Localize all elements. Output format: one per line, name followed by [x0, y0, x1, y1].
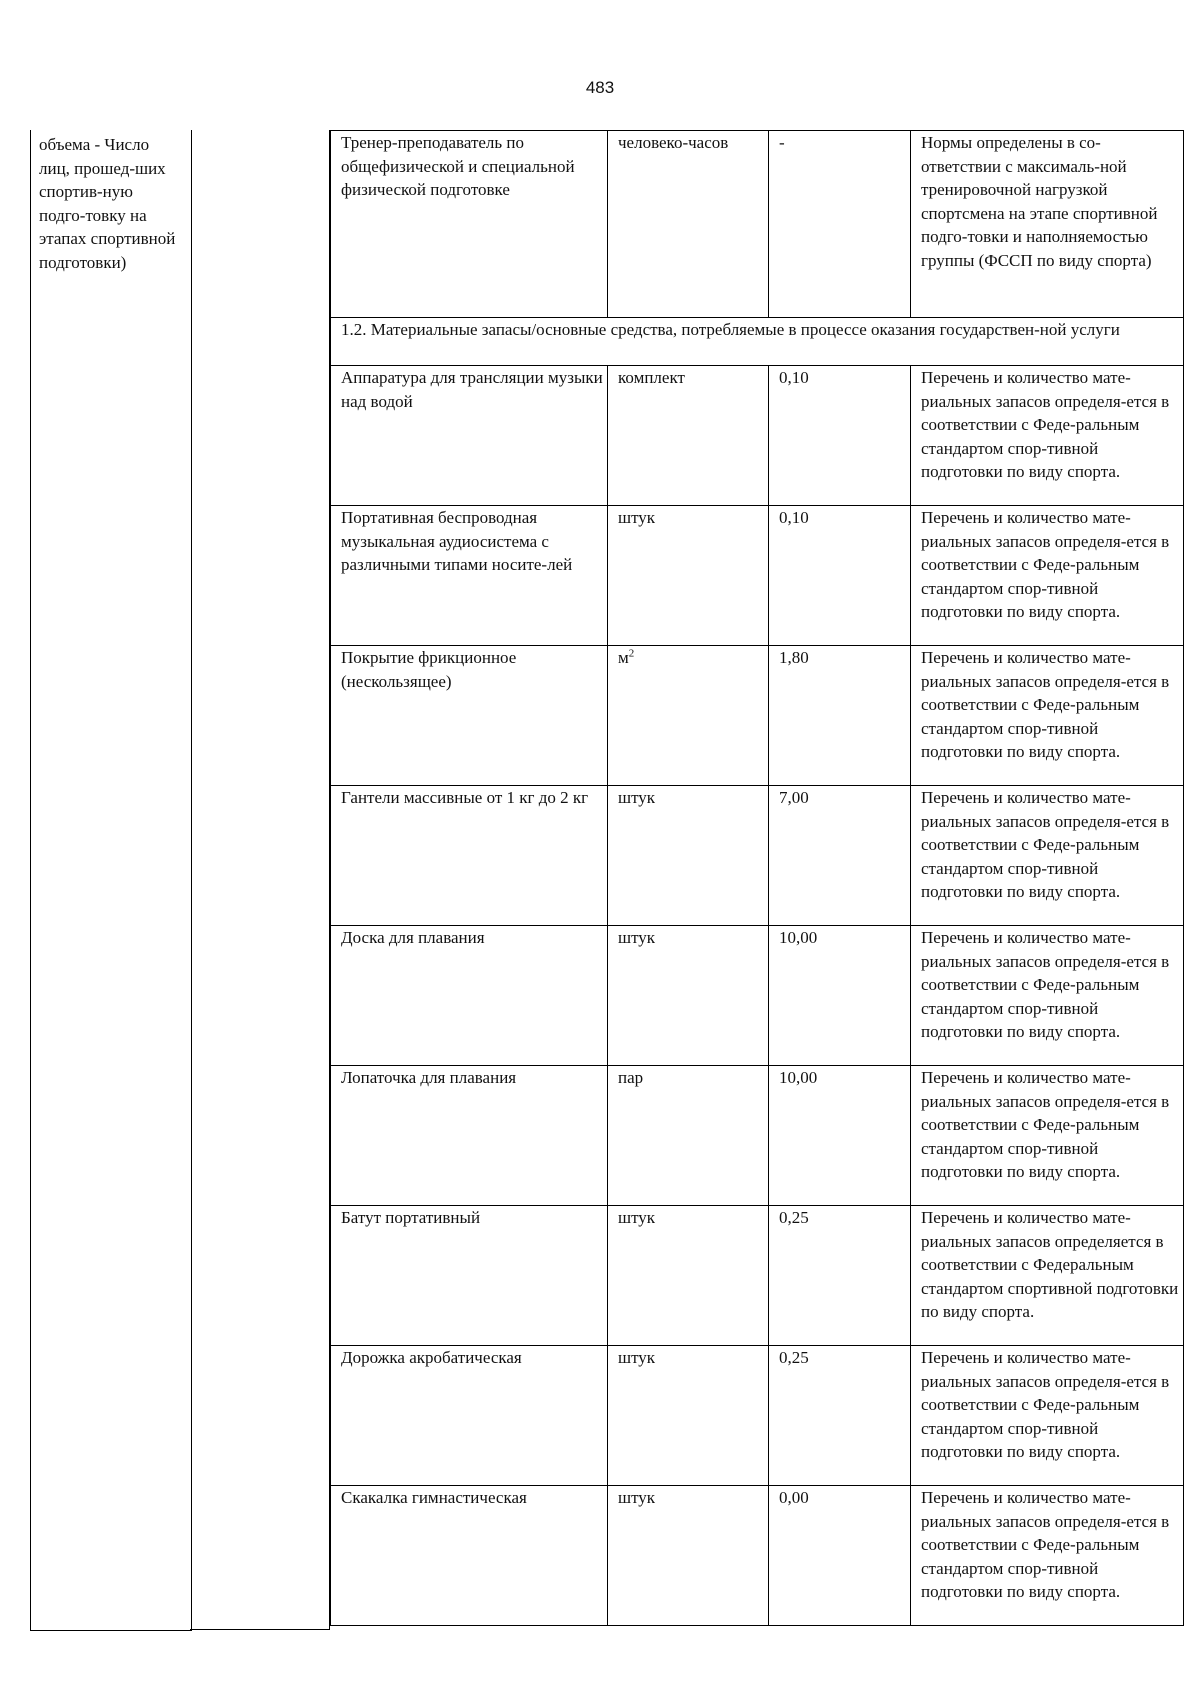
resource-unit: штук	[608, 1346, 769, 1486]
left-column	[30, 130, 192, 1631]
resource-name: Гантели массивные от 1 кг до 2 кг	[331, 786, 608, 926]
resource-note: Перечень и количество мате-риальных запасов определя-ется в соответствии с Феде-ральным стандартом спор-тивной подготовки по виду спорта.	[911, 1346, 1184, 1486]
resource-unit: штук	[608, 786, 769, 926]
table-row	[331, 131, 1184, 318]
unit-superscript: 2	[628, 647, 635, 660]
resource-value: 0,10	[769, 506, 911, 646]
table-row	[331, 1066, 1184, 1206]
resource-note: Перечень и количество мате-риальных запасов определя-ется в соответствии с Феде-ральным стандартом спор-тивной подготовки по виду спорта.	[911, 506, 1184, 646]
resource-unit: пар	[608, 1066, 769, 1206]
middle-column	[190, 130, 330, 1630]
resource-name: Аппаратура для трансляции музыки над водой	[331, 366, 608, 506]
resource-value: -	[769, 131, 911, 318]
resource-value: 7,00	[769, 786, 911, 926]
resource-unit: штук	[608, 1486, 769, 1626]
resource-note: Перечень и количество мате-риальных запасов определя-ется в соответствии с Феде-ральным стандартом спор-тивной подготовки по виду спорта.	[911, 366, 1184, 506]
table-row	[331, 506, 1184, 646]
resource-value: 0,25	[769, 1346, 911, 1486]
table-row	[331, 1486, 1184, 1626]
resource-name: Дорожка акробатическая	[331, 1346, 608, 1486]
resource-value: 0,00	[769, 1486, 911, 1626]
resource-note: Перечень и количество мате-риальных запасов определя-ется в соответствии с Феде-ральным стандартом спор-тивной подготовки по виду спорта.	[911, 646, 1184, 786]
resource-unit: штук	[608, 1206, 769, 1346]
resource-unit: человеко-часов	[608, 131, 769, 318]
resource-name: Покрытие фрикционное (нескользящее)	[331, 646, 608, 786]
resource-note: Перечень и количество мате-риальных запасов определяется в соответствии с Федеральным стандартом спортивной подготовки по виду спорта.	[911, 1206, 1184, 1346]
table-row	[331, 646, 1184, 786]
resource-note: Перечень и количество мате-риальных запасов определя-ется в соответствии с Феде-ральным стандартом спор-тивной подготовки по виду спорта.	[911, 1486, 1184, 1626]
resource-name: Скакалка гимнастическая	[331, 1486, 608, 1626]
resource-name: Доска для плавания	[331, 926, 608, 1066]
resource-name: Тренер-преподаватель по общефизической и специальной физической подготовке	[331, 131, 608, 318]
table-row	[331, 1346, 1184, 1486]
resource-note: Перечень и количество мате-риальных запасов определя-ется в соответствии с Феде-ральным стандартом спор-тивной подготовки по виду спорта.	[911, 786, 1184, 926]
section-header-row	[331, 318, 1184, 366]
resource-name: Лопаточка для плавания	[331, 1066, 608, 1206]
resource-name: Портативная беспроводная музыкальная аудиосистема с различными типами носите-лей	[331, 506, 608, 646]
resources-table	[330, 130, 1184, 1626]
resource-value: 10,00	[769, 1066, 911, 1206]
resource-unit: штук	[608, 506, 769, 646]
resource-unit: комплект	[608, 366, 769, 506]
resource-value: 0,25	[769, 1206, 911, 1346]
resource-name: Батут портативный	[331, 1206, 608, 1346]
table-row	[331, 786, 1184, 926]
resource-value: 1,80	[769, 646, 911, 786]
resource-note: Перечень и количество мате-риальных запасов определя-ется в соответствии с Феде-ральным стандартом спор-тивной подготовки по виду спорта.	[911, 926, 1184, 1066]
resource-note: Нормы определены в со-ответствии с максималь-ной тренировочной нагрузкой спортсмена на этапе спортивной подго-товки и наполняемостью группы (ФССП по виду спорта)	[911, 131, 1184, 318]
resource-value: 0,10	[769, 366, 911, 506]
left-column-text: объема - Число лиц, прошед-ших спортив-ную подго-товку на этапах спортивной подготовки)	[39, 135, 176, 272]
resource-value: 10,00	[769, 926, 911, 1066]
table-row	[331, 366, 1184, 506]
table-row	[331, 926, 1184, 1066]
resource-unit: $м^2$	[608, 646, 769, 786]
resource-note: Перечень и количество мате-риальных запасов определя-ется в соответствии с Феде-ральным стандартом спор-тивной подготовки по виду спорта.	[911, 1066, 1184, 1206]
resource-unit: штук	[608, 926, 769, 1066]
table-row	[331, 1206, 1184, 1346]
page-number: 483	[585, 78, 615, 97]
section-header: 1.2. Материальные запасы/основные средства, потребляемые в процессе оказания государствен-ной услуги	[331, 318, 1184, 366]
